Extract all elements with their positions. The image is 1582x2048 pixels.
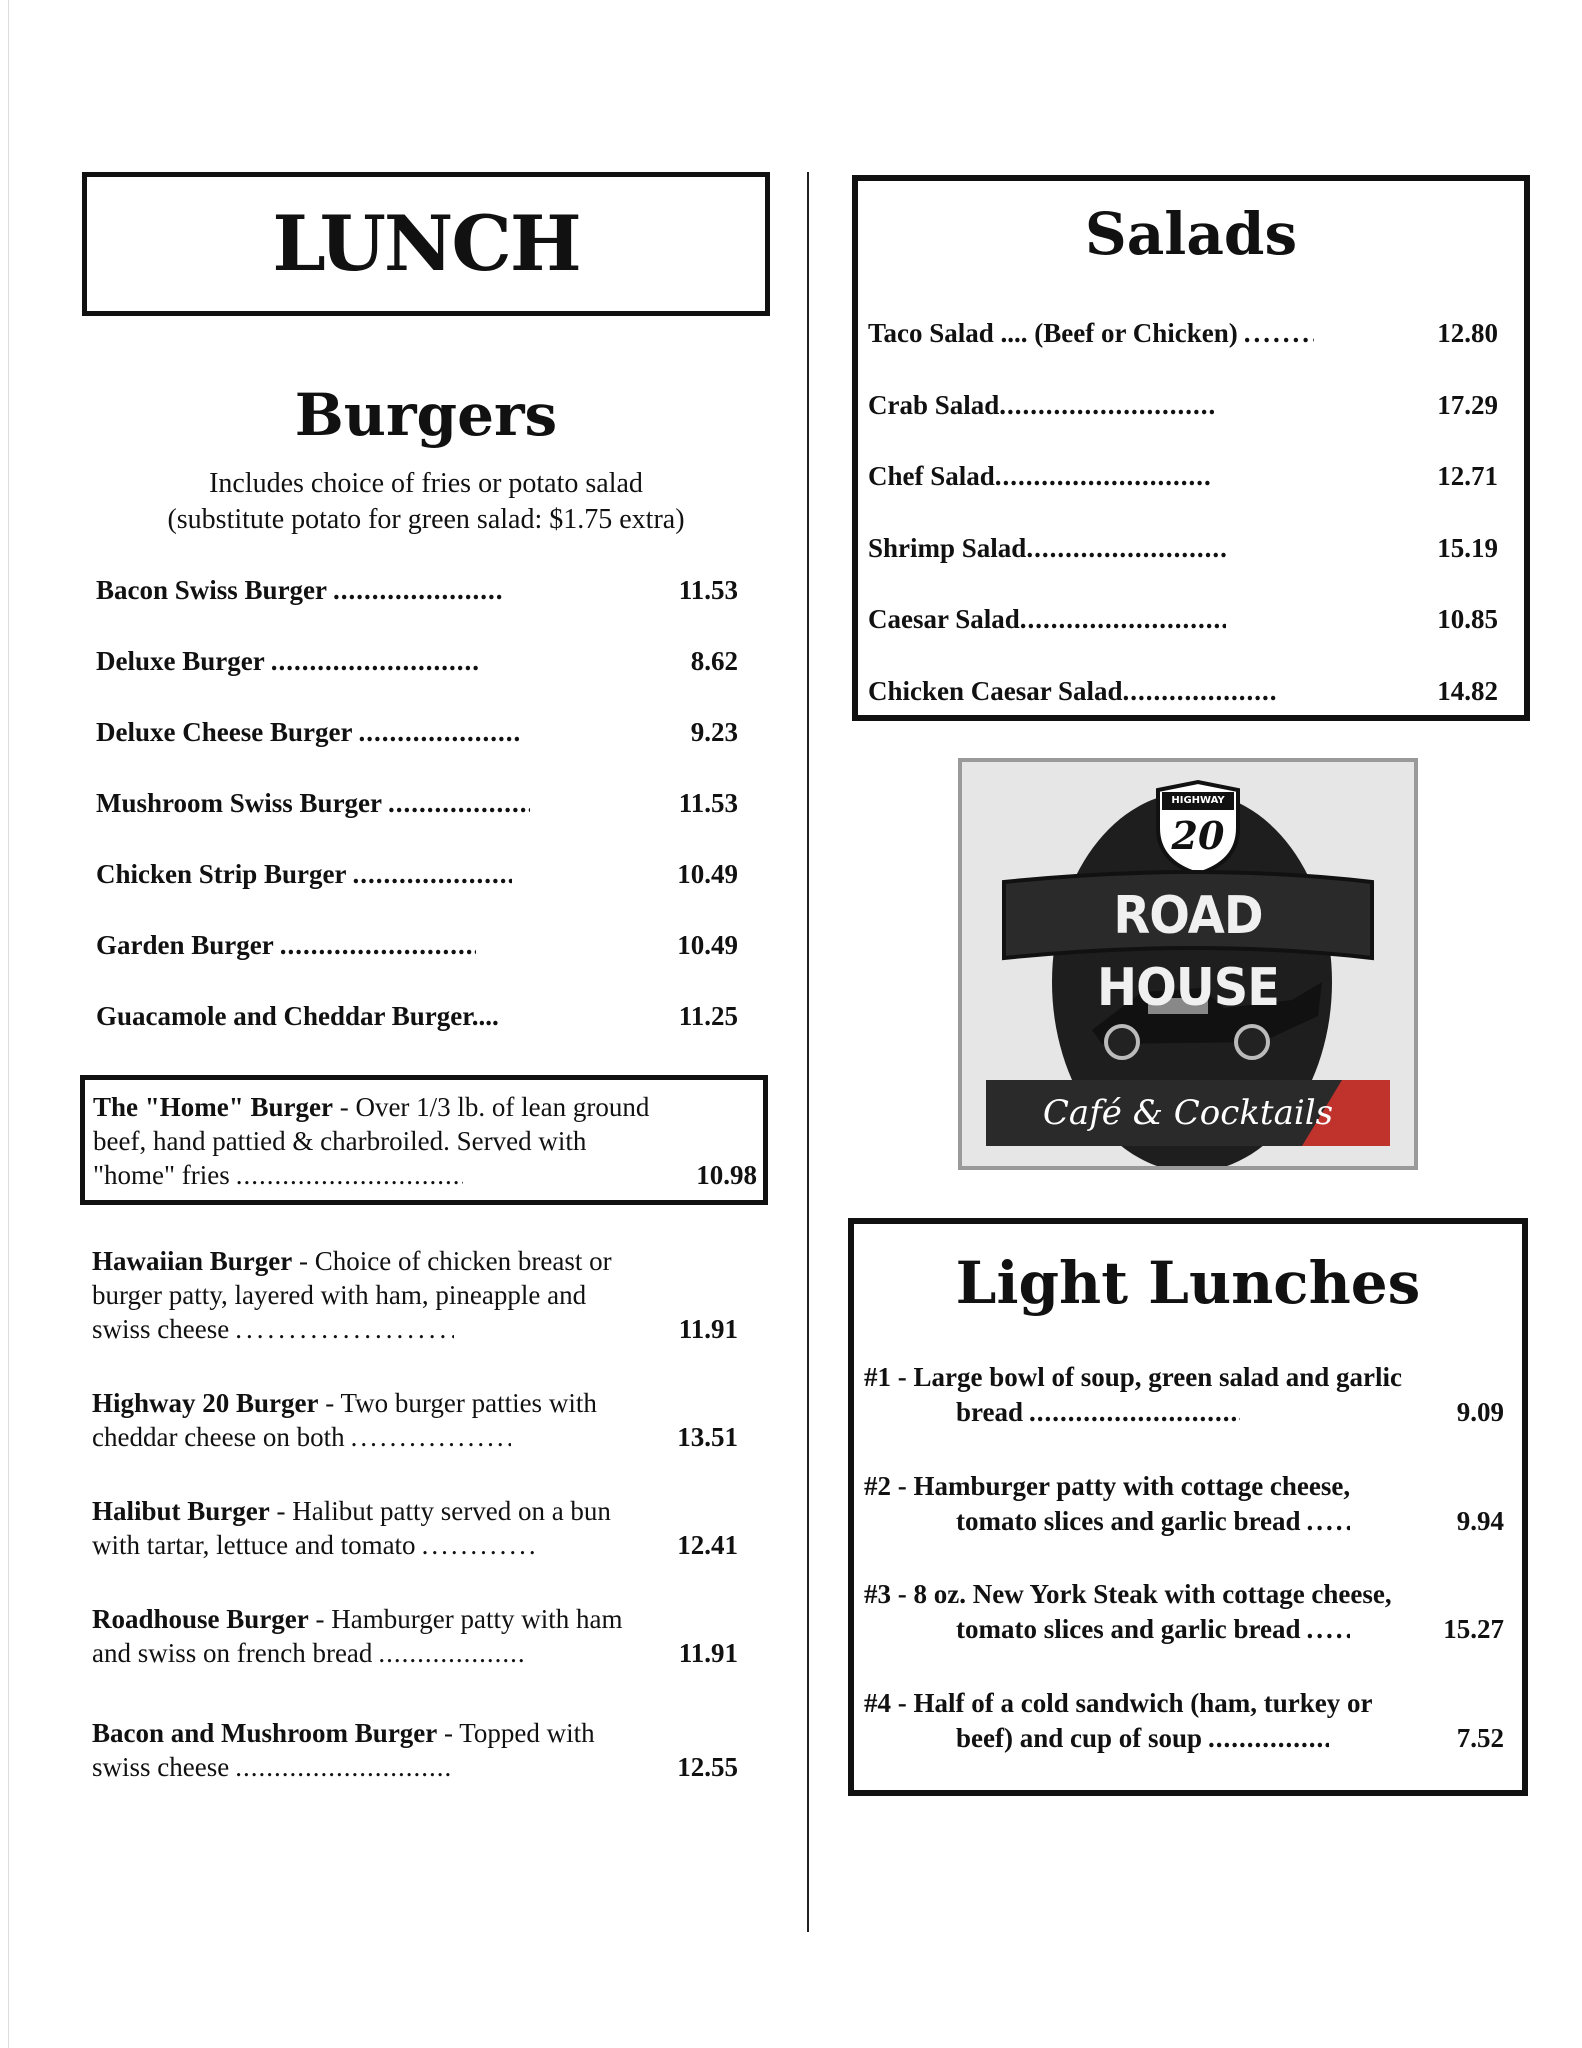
dot-leader: [280, 930, 476, 961]
salad-item: [868, 461, 1498, 492]
dot-leader: [388, 788, 530, 819]
salad-item: [868, 318, 1498, 349]
specialty-burger: [92, 1386, 738, 1454]
item-price: 9.23: [690, 717, 738, 747]
burger-item: [96, 575, 738, 606]
item-name: Shrimp Salad: [868, 533, 1027, 563]
specialty-burger: [92, 1716, 738, 1784]
burger-item: [96, 859, 738, 890]
item-price: 12.71: [1437, 461, 1498, 491]
salad-item: [868, 533, 1498, 564]
item-desc: - Halibut patty served on a bun: [269, 1496, 611, 1526]
item-price: 9.09: [1456, 1397, 1505, 1427]
item-desc: swiss cheese: [92, 1752, 230, 1782]
burgers-title: Burgers: [294, 381, 558, 449]
dot-leader: [351, 1420, 511, 1454]
dot-leader: [1306, 1612, 1350, 1647]
item-price: 12.80: [1437, 318, 1498, 348]
item-desc: - Topped with: [437, 1718, 595, 1748]
item-name: Caesar Salad: [868, 604, 1020, 634]
item-name: Halibut Burger: [92, 1496, 270, 1526]
car-wheel-icon: [1236, 1026, 1268, 1058]
dot-leader: [1306, 1504, 1350, 1539]
light-lunch-item: [864, 1360, 1504, 1430]
logo-shield-top: HIGHWAY: [1171, 795, 1225, 806]
dot-leader: [271, 646, 478, 677]
item-name: Chef Salad: [868, 461, 995, 491]
item-price: 10.49: [677, 859, 739, 889]
dot-leader: [236, 1158, 463, 1192]
item-name: Chicken Caesar Salad: [868, 676, 1123, 706]
specialty-burger: [92, 1494, 738, 1562]
logo-banner-text: ROAD HOUSE: [1096, 886, 1280, 1018]
item-price: 14.82: [1437, 676, 1499, 706]
item-desc: swiss cheese: [92, 1314, 230, 1344]
item-desc: cheddar cheese on both: [92, 1422, 345, 1452]
light-lunch-item: [864, 1686, 1504, 1756]
lunch-title: LUNCH: [272, 199, 580, 288]
item-price: 11.53: [678, 575, 739, 605]
roadhouse-logo: [958, 758, 1418, 1170]
item-desc: burger patty, layered with ham, pineapple and: [92, 1280, 587, 1310]
burgers-subtitle-2: (substitute potato for green salad: $1.75 extra): [167, 504, 685, 535]
item-desc: and swiss on french bread: [92, 1638, 373, 1668]
item-name: Guacamole and Cheddar Burger....: [96, 1001, 499, 1031]
dot-leader: [358, 717, 521, 748]
item-name: Crab Salad: [868, 390, 1000, 420]
burger-item: [96, 930, 738, 961]
item-desc: #1 - Large bowl of soup, green salad and garlic: [864, 1362, 1403, 1392]
burger-item: [96, 788, 738, 819]
specialty-burger: [92, 1244, 738, 1346]
dot-leader: [1026, 533, 1228, 564]
dot-leader: [1208, 1721, 1329, 1756]
dot-leader: [995, 461, 1213, 492]
item-price: 11.53: [678, 788, 738, 818]
dot-leader: [378, 1636, 525, 1670]
item-price: 8.62: [690, 646, 738, 676]
item-desc: - Two burger patties with: [318, 1388, 597, 1418]
dot-leader: [1029, 1395, 1240, 1430]
home-burger-box: [80, 1075, 768, 1205]
logo-shield-number: 20: [1171, 813, 1225, 858]
item-price: 11.25: [678, 1001, 738, 1031]
item-desc: - Hamburger patty with ham: [308, 1604, 623, 1634]
home-burger-name: The "Home" Burger: [93, 1092, 333, 1122]
item-price: 10.49: [677, 930, 739, 960]
item-desc: tomato slices and garlic bread: [956, 1506, 1301, 1536]
item-name: Garden Burger: [96, 930, 274, 960]
light-lunch-item: [864, 1577, 1504, 1647]
salad-item: [868, 676, 1498, 707]
home-burger-line1: - Over 1/3 lb. of lean ground: [332, 1092, 650, 1122]
item-desc: bread: [956, 1397, 1024, 1427]
item-price: 12.55: [677, 1752, 738, 1782]
lunch-title-box: [82, 172, 770, 316]
dot-leader: [1123, 676, 1277, 707]
item-desc: #3 - 8 oz. New York Steak with cottage cheese,: [864, 1579, 1392, 1609]
car-wheel-icon: [1106, 1026, 1138, 1058]
dot-leader: [999, 390, 1215, 421]
item-name: Chicken Strip Burger: [96, 859, 347, 889]
home-burger-line3: "home" fries: [93, 1160, 230, 1190]
item-desc: tomato slices and garlic bread: [956, 1614, 1301, 1644]
item-name: Bacon Swiss Burger: [96, 575, 328, 605]
item-desc: beef) and cup of soup: [956, 1723, 1203, 1753]
item-name: Highway 20 Burger: [92, 1388, 319, 1418]
salad-item: [868, 604, 1498, 635]
item-desc: #2 - Hamburger patty with cottage cheese,: [864, 1471, 1351, 1501]
item-name: Bacon and Mushroom Burger: [92, 1718, 438, 1748]
item-price: 10.85: [1437, 604, 1498, 634]
salad-item: [868, 390, 1498, 421]
item-price: 11.91: [678, 1314, 739, 1344]
dot-leader: [333, 575, 503, 606]
item-price: 11.91: [678, 1638, 738, 1668]
item-desc: with tartar, lettuce and tomato: [92, 1530, 416, 1560]
item-name: Mushroom Swiss Burger: [96, 788, 383, 818]
item-name: Hawaiian Burger: [92, 1246, 293, 1276]
dot-leader: [235, 1750, 453, 1784]
item-price: 17.29: [1437, 390, 1499, 420]
item-desc: - Choice of chicken breast or: [292, 1246, 612, 1276]
burger-item: [96, 717, 738, 748]
burgers-subtitle-1: Includes choice of fries or potato salad: [209, 468, 643, 499]
home-burger-desc: [93, 1090, 757, 1192]
dot-leader: [422, 1528, 540, 1562]
logo-footer-text: Café & Cocktails: [1042, 1093, 1334, 1133]
item-desc: #4 - Half of a cold sandwich (ham, turkey or: [864, 1688, 1373, 1718]
light-lunch-item: [864, 1469, 1504, 1539]
item-price: 15.19: [1437, 533, 1498, 563]
dot-leader: [1244, 318, 1314, 349]
dot-leader: [235, 1312, 454, 1346]
specialty-burger: [92, 1602, 738, 1670]
light-lunches-title: Light Lunches: [955, 1249, 1421, 1317]
home-burger-line2: beef, hand pattied & charbroiled. Served with: [93, 1126, 587, 1156]
salads-box: [852, 175, 1530, 721]
item-price: 9.94: [1456, 1506, 1504, 1536]
salads-title: Salads: [1084, 200, 1298, 268]
item-name: Roadhouse Burger: [92, 1604, 309, 1634]
burger-item: [96, 646, 738, 677]
item-name: Deluxe Cheese Burger: [96, 717, 353, 747]
home-burger-price: 10.98: [696, 1160, 758, 1190]
dot-leader: [1020, 604, 1226, 635]
item-name: Deluxe Burger: [96, 646, 265, 676]
column-divider: [807, 172, 809, 1932]
item-price: 7.52: [1456, 1723, 1505, 1753]
item-price: 13.51: [677, 1422, 739, 1452]
item-name: Taco Salad .... (Beef or Chicken): [868, 318, 1238, 348]
dot-leader: [353, 859, 512, 890]
page-edge-line: [8, 0, 9, 2048]
item-price: 12.41: [677, 1530, 738, 1560]
burger-item: [96, 1001, 738, 1032]
item-price: 15.27: [1443, 1614, 1504, 1644]
